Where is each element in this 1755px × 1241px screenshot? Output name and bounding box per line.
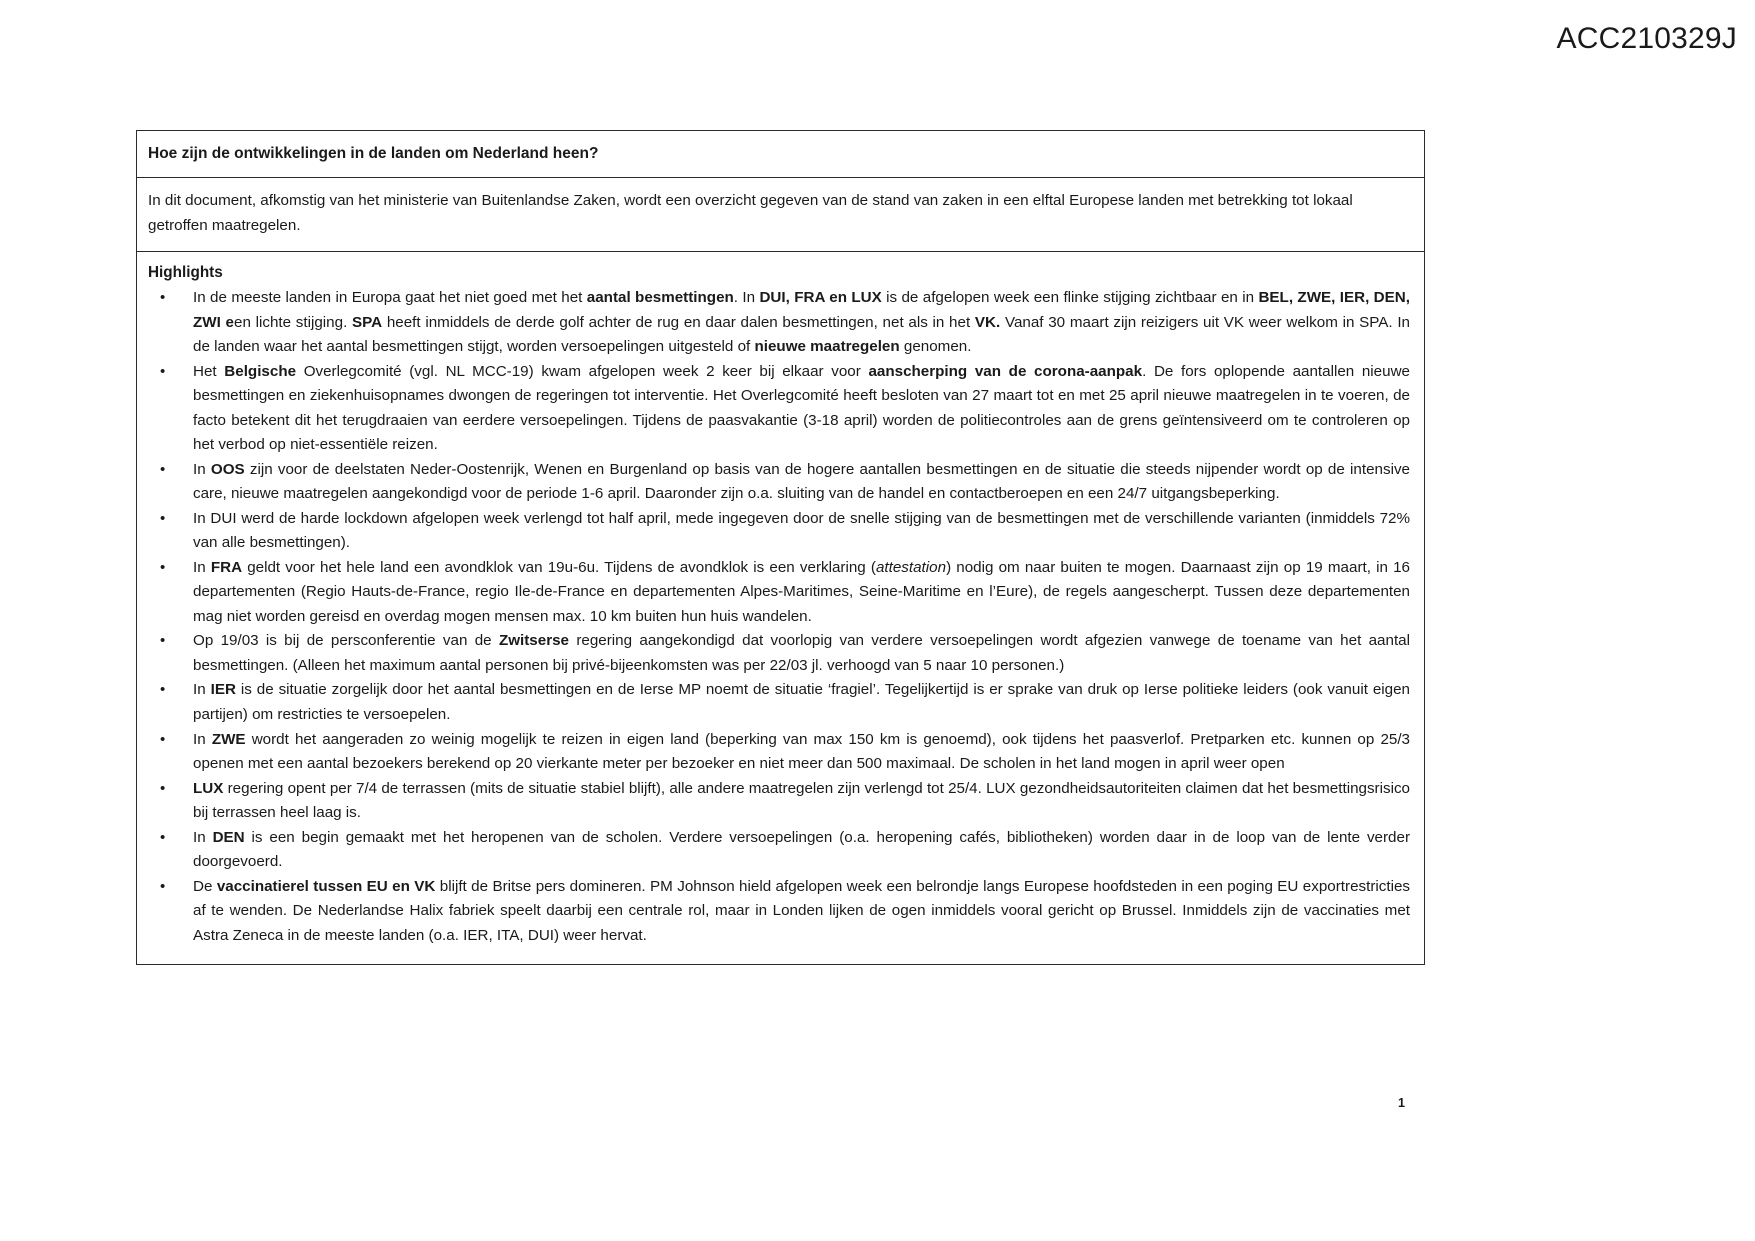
page-title: Hoe zijn de ontwikkelingen in de landen om Nederland heen? xyxy=(137,131,1424,178)
highlight-bullet: • In DEN is een begin gemaakt met het heropenen van de scholen. Verdere versoepelingen (o.a. heropening cafés, bibliotheken) worden daar in de loop van de lente verder doorgevoerd. xyxy=(148,826,1412,875)
highlight-bullet: • De vaccinatierel tussen EU en VK blijft de Britse pers domineren. PM Johnson hield afgelopen week een belrondje langs Europese hoofdsteden in een poging EU exportrestricties af te wenden. De Nederlandse Halix fabriek speelt daarbij een centrale rol, maar in Londen lijken de ogen inmiddels vooral gericht op Brussel. Inmiddels zijn de vaccinaties met Astra Zeneca in de meeste landen (o.a. IER, ITA, DUI) weer hervat. xyxy=(148,875,1412,948)
highlight-bullet: • Op 19/03 is bij de persconferentie van de Zwitserse regering aangekondigd dat voorlopig van verdere versoepelingen wordt afgezien vanwege de toename van het aantal besmettingen. (Alleen het maximum aantal personen bij privé-bijeenkomsten was per 22/03 jl. verhoogd van 5 naar 10 personen.) xyxy=(148,629,1412,678)
highlights-section xyxy=(137,252,1424,965)
highlights-bullet-list xyxy=(148,286,1412,947)
highlight-bullet: • In OOS zijn voor de deelstaten Neder-Oostenrijk, Wenen en Burgenland op basis van de hogere aantallen besmettingen en de situatie die steeds nijpender wordt op de intensive care, nieuwe maatregelen aangekondigd voor de periode 1-6 april. Daaronder zijn o.a. sluiting van de handel en contactberoepen en een 24/7 uitgangsbeperking. xyxy=(148,458,1412,507)
page-number: 1 xyxy=(1398,1096,1405,1110)
highlight-bullet: • In IER is de situatie zorgelijk door het aantal besmettingen en de Ierse MP noemt de situatie ‘fragiel’. Tegelijkertijd is er sprake van druk op Ierse politieke leiders (ook vanuit eigen partijen) om restricties te versoepelen. xyxy=(148,678,1412,727)
highlight-bullet: • In FRA geldt voor het hele land een avondklok van 19u-6u. Tijdens de avondklok is een verklaring (attestation) nodig om naar buiten te mogen. Daarnaast zijn op 19 maart, in 16 departementen (Regio Hauts-de-France, regio Ile-de-France en departementen Alpes-Maritimes, Seine-Maritime en l’Eure), de regels aangescherpt. Tussen deze departementen mag niet worden gereisd en overdag mogen mensen max. 10 km buiten hun huis wandelen. xyxy=(148,556,1412,629)
document-table xyxy=(136,130,1425,965)
highlights-heading: Highlights xyxy=(148,263,223,281)
intro-paragraph: In dit document, afkomstig van het ministerie van Buitenlandse Zaken, wordt een overzicht gegeven van de stand van zaken in een elftal Europese landen met betrekking tot lokaal getroffen maatregelen. xyxy=(137,178,1424,251)
highlight-bullet: • In DUI werd de harde lockdown afgelopen week verlengd tot half april, mede ingegeven door de snelle stijging van de besmettingen met de verschillende varianten (inmiddels 72% van alle besmettingen). xyxy=(148,507,1412,556)
highlight-bullet: • LUX regering opent per 7/4 de terrassen (mits de situatie stabiel blijft), alle andere maatregelen zijn verlengd tot 25/4. LUX gezondheidsautoriteiten claimen dat het besmettingsrisico bij terrassen heel laag is. xyxy=(148,777,1412,826)
highlight-bullet: • In de meeste landen in Europa gaat het niet goed met het aantal besmettingen. In DUI, FRA en LUX is de afgelopen week een flinke stijging zichtbaar en in BEL, ZWE, IER, DEN, ZWI een lichte stijging. SPA heeft inmiddels de derde golf achter de rug en daar dalen besmettingen, net als in het VK. Vanaf 30 maart zijn reizigers uit VK weer welkom in SPA. In de landen waar het aantal besmettingen stijgt, worden versoepelingen uitgesteld of nieuwe maatregelen genomen. xyxy=(148,286,1412,359)
highlight-bullet: • In ZWE wordt het aangeraden zo weinig mogelijk te reizen in eigen land (beperking van max 150 km is genoemd), ook tijdens het paasverlof. Pretparken etc. kunnen op 25/3 openen met een aantal bezoekers berekend op 20 vierkante meter per bezoeker en niet meer dan 500 maximaal. De scholen in het land mogen in april weer open xyxy=(148,728,1412,777)
highlight-bullet: • Het Belgische Overlegcomité (vgl. NL MCC-19) kwam afgelopen week 2 keer bij elkaar voor aanscherping van de corona-aanpak. De fors oplopende aantallen nieuwe besmettingen en ziekenhuisopnames dwongen de regeringen tot interventie. Het Overlegcomité heeft besloten van 27 maart tot en met 25 april nieuwe maatregelen in te voeren, de facto betekent dit het terugdraaien van eerdere versoepelingen. Tijdens de paasvakantie (3-18 april) worden de politiecontroles aan de grens geïntensiveerd om te controleren op het verbod op niet-essentiële reizen. xyxy=(148,360,1412,457)
document-header-code: ACC210329J xyxy=(1556,22,1737,55)
